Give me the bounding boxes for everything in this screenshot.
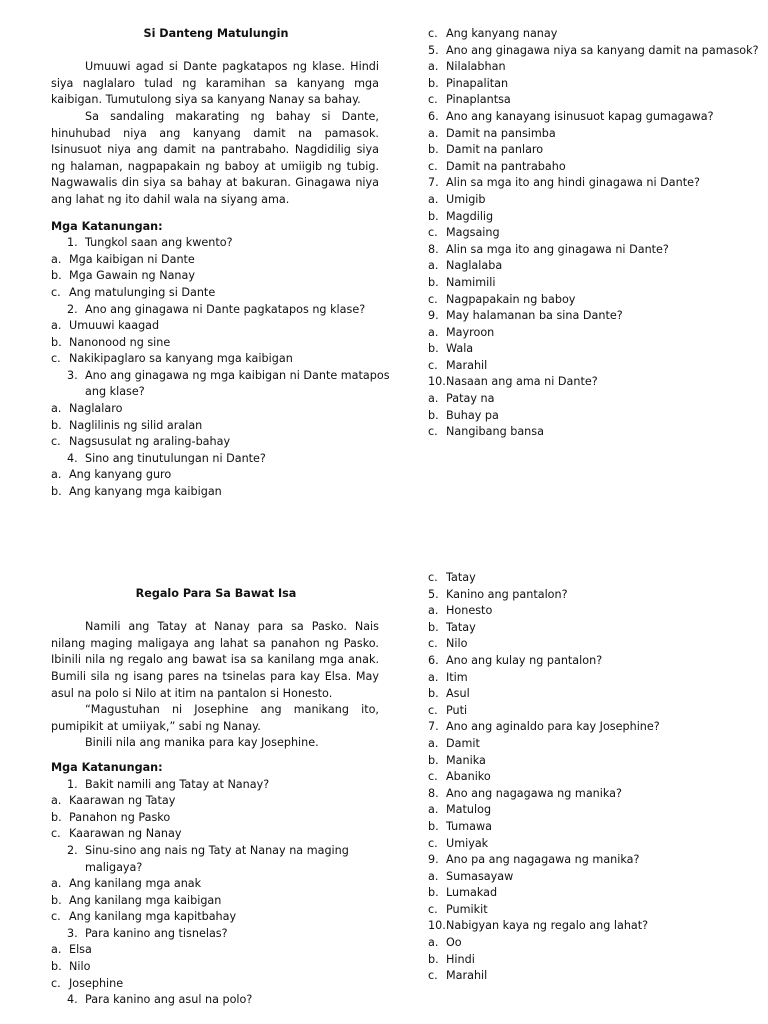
option-letter: b.	[428, 687, 439, 701]
answer-option	[428, 968, 748, 985]
answer-option	[428, 570, 748, 587]
question-number: 2.	[67, 302, 78, 316]
answer-option	[428, 819, 748, 836]
option-text: Marahil	[446, 358, 488, 372]
answer-option	[428, 769, 748, 786]
option-text: Lumakad	[446, 886, 498, 900]
question-text: Ano pa ang nagagawa ng manika?	[446, 853, 640, 867]
answer-option	[428, 325, 748, 342]
option-text: Damit na panlaro	[446, 143, 544, 157]
question-number: 9.	[428, 853, 439, 867]
option-text: Pumikit	[446, 902, 488, 916]
answer-option	[428, 92, 748, 109]
question-item	[51, 368, 390, 385]
answer-option	[428, 703, 748, 720]
question-item	[428, 374, 748, 391]
question-item	[51, 843, 383, 860]
option-letter: a.	[51, 402, 62, 416]
option-text: Hindi	[446, 952, 475, 966]
question-text: Ano ang ginagawa niya sa kanyang damit na pamasok?	[446, 43, 759, 57]
option-text: Nilalabhan	[446, 60, 506, 74]
question-number: 9.	[428, 309, 439, 323]
question-number: 4.	[67, 993, 78, 1007]
option-letter: c.	[428, 969, 438, 983]
option-letter: a.	[51, 319, 62, 333]
option-letter: c.	[51, 976, 61, 990]
answer-option	[51, 434, 383, 451]
option-text: Sumasayaw	[446, 869, 514, 883]
option-text: Ang kanyang guro	[69, 468, 172, 482]
option-text: Umuuwi kaagad	[69, 319, 160, 333]
option-text: maligaya?	[85, 860, 143, 874]
option-text: Wala	[446, 342, 474, 356]
option-text: Naglilinis ng silid aralan	[69, 418, 203, 432]
option-letter: c.	[428, 770, 438, 784]
option-letter: a.	[51, 877, 62, 891]
option-text: Honesto	[446, 604, 493, 618]
option-letter: b.	[51, 485, 62, 499]
option-text: Tatay	[446, 620, 476, 634]
answer-option	[428, 358, 748, 375]
question-text: Kanino ang pantalon?	[446, 587, 568, 601]
question-item	[428, 918, 748, 935]
question-text: Alin sa mga ito ang ginagawa ni Dante?	[446, 242, 669, 256]
option-text: Namimili	[446, 275, 496, 289]
answer-option	[428, 258, 748, 275]
question-text: Ano ang ginagawa ng mga kaibigan ni Dante matapos	[85, 368, 390, 382]
answer-option	[51, 335, 383, 352]
story2-right-question-list	[428, 570, 748, 985]
option-letter: b.	[428, 408, 439, 422]
option-letter: c.	[428, 292, 438, 306]
answer-option	[428, 736, 748, 753]
option-letter: b.	[51, 418, 62, 432]
question-item	[428, 786, 748, 803]
answer-option	[51, 793, 383, 810]
answer-option	[428, 686, 748, 703]
answer-option	[428, 885, 748, 902]
option-letter: a.	[51, 794, 62, 808]
option-letter: b.	[51, 810, 62, 824]
option-text: Oo	[446, 936, 462, 950]
option-letter: b.	[428, 952, 439, 966]
answer-option	[428, 275, 748, 292]
option-text: Tumawa	[446, 819, 492, 833]
question-text: Ano ang ginagawa ni Dante pagkatapos ng klase?	[85, 302, 366, 316]
option-text: Umigib	[446, 192, 486, 206]
answer-option	[428, 935, 748, 952]
answer-option	[51, 418, 383, 435]
question-number: 7.	[428, 176, 439, 190]
option-letter: b.	[428, 620, 439, 634]
answer-option	[51, 252, 383, 269]
option-text: Ang kanilang mga anak	[69, 877, 202, 891]
option-letter: a.	[428, 259, 439, 273]
option-text: Nilo	[446, 637, 468, 651]
option-text: Nangibang bansa	[446, 425, 544, 439]
question-item	[428, 242, 748, 259]
option-letter: c.	[51, 352, 61, 366]
option-text: Nagpapakain ng baboy	[446, 292, 576, 306]
option-text: Matulog	[446, 803, 492, 817]
question-text: Nasaan ang ama ni Dante?	[446, 375, 598, 389]
option-letter: b.	[428, 209, 439, 223]
option-letter: b.	[428, 275, 439, 289]
question-item	[428, 653, 748, 670]
option-letter: c.	[428, 358, 438, 372]
question-text: Ano ang nagagawa ng manika?	[446, 786, 622, 800]
option-text: Ang kanilang mga kapitbahay	[69, 910, 237, 924]
answer-option	[428, 341, 748, 358]
option-letter: a.	[51, 468, 62, 482]
option-text: Damit	[446, 736, 480, 750]
question-item	[51, 451, 383, 468]
answer-option	[428, 869, 748, 886]
option-text: Damit na pansimba	[446, 126, 556, 140]
answer-option	[51, 876, 383, 893]
question-number: 10.	[428, 919, 446, 933]
story2-paragraph-1: Namili ang Tatay at Nanay para sa Pasko. Nais nilang maging maligaya ang lahat sa panahon ng Pasko. Ibinili nila ng regalo ang bawat isa sa kanilang mga anak. Bumili sila ng isang pares na tsinelas para kay Elsa. May asul na polo si Nilo at itim na pantalon si Honesto.	[51, 620, 379, 700]
answer-option	[428, 603, 748, 620]
question-text: Bakit namili ang Tatay at Nanay?	[85, 777, 270, 791]
question-number: 6.	[428, 653, 439, 667]
option-letter: c.	[51, 910, 61, 924]
answer-option	[428, 59, 748, 76]
question-continuation	[51, 860, 383, 877]
answer-option	[428, 126, 748, 143]
option-text: Elsa	[69, 943, 92, 957]
option-letter: c.	[428, 836, 438, 850]
answer-option	[51, 351, 383, 368]
story1-title: Si Danteng Matulungin	[143, 27, 289, 40]
answer-option	[428, 142, 748, 159]
option-letter: a.	[428, 736, 439, 750]
question-item	[51, 777, 383, 794]
answer-option	[51, 959, 383, 976]
option-letter: c.	[51, 435, 61, 449]
option-letter: a.	[428, 192, 439, 206]
option-text: Nanonood ng sine	[69, 335, 171, 349]
option-letter: b.	[51, 893, 62, 907]
question-text: Ano ang kulay ng pantalon?	[446, 653, 603, 667]
question-text: Sino ang tinutulungan ni Dante?	[85, 451, 266, 465]
story2-right-column	[428, 570, 748, 985]
option-letter: b.	[428, 819, 439, 833]
option-text: Magsaing	[446, 226, 500, 240]
answer-option	[428, 292, 748, 309]
question-number: 10.	[428, 375, 446, 389]
story2-paragraph-3: Binili nila ang manika para kay Josephine.	[85, 736, 319, 750]
question-item	[428, 308, 748, 325]
option-text: Pinapalitan	[446, 76, 509, 90]
option-text: Asul	[446, 687, 470, 701]
question-text: Sinu-sino ang nais ng Taty at Nanay na maging	[85, 843, 349, 857]
question-text: Tungkol saan ang kwento?	[85, 236, 233, 250]
answer-option	[428, 952, 748, 969]
option-text: ang klase?	[85, 385, 145, 399]
answer-option	[428, 670, 748, 687]
answer-option	[428, 836, 748, 853]
option-text: Abaniko	[446, 770, 491, 784]
story2-title: Regalo Para Sa Bawat Isa	[135, 587, 297, 600]
option-letter: b.	[51, 335, 62, 349]
option-text: Itim	[446, 670, 468, 684]
question-number: 6.	[428, 109, 439, 123]
option-letter: a.	[428, 604, 439, 618]
story2-left-column	[51, 586, 383, 1009]
answer-option	[51, 826, 383, 843]
question-number: 1.	[67, 236, 78, 250]
option-letter: a.	[428, 126, 439, 140]
option-letter: c.	[51, 285, 61, 299]
question-continuation	[51, 384, 383, 401]
answer-option	[51, 893, 383, 910]
option-text: Ang kanilang mga kaibigan	[69, 893, 222, 907]
option-letter: a.	[428, 60, 439, 74]
option-text: Pinaplantsa	[446, 93, 511, 107]
answer-option	[428, 902, 748, 919]
option-letter: b.	[51, 269, 62, 283]
option-letter: c.	[428, 902, 438, 916]
answer-option	[428, 391, 748, 408]
story2-questions-heading: Mga Katanungan:	[51, 760, 163, 774]
option-letter: b.	[428, 76, 439, 90]
option-letter: c.	[428, 703, 438, 717]
option-text: Naglalaba	[446, 259, 503, 273]
option-letter: a.	[51, 943, 62, 957]
option-text: Nilo	[69, 960, 91, 974]
answer-option	[51, 318, 383, 335]
answer-option	[428, 159, 748, 176]
answer-option	[51, 942, 383, 959]
story1-left-column	[51, 26, 390, 501]
option-letter: a.	[428, 392, 439, 406]
question-number: 3.	[67, 368, 78, 382]
question-item	[428, 175, 748, 192]
answer-option	[428, 636, 748, 653]
answer-option	[51, 909, 383, 926]
option-letter: a.	[51, 252, 62, 266]
question-text: Para kanino ang tisnelas?	[85, 926, 228, 940]
story1-paragraph-2: Sa sandaling makarating ng bahay si Dante, hinuhubad niya ang kanyang damit na pamasok. Isinusuot niya ang damit na pantrabaho. Nagdidilig siya ng halaman, nagpapakain ng baboy at umiigib ng tubig. Nagwawalis din siya sa bahay at bakuran. Ginagawa niya ang lahat ng ito dahil wala na siyang ama.	[51, 109, 379, 206]
question-item	[428, 43, 759, 60]
question-item	[51, 235, 383, 252]
answer-option	[428, 753, 748, 770]
question-number: 5.	[428, 43, 439, 57]
answer-option	[428, 225, 748, 242]
option-text: Nagsusulat ng araling-bahay	[69, 435, 231, 449]
story1-paragraph-1: Umuuwi agad si Dante pagkatapos ng klase. Hindi siya naglalaro tulad ng karamihan sa kanyang mga kaibigan. Tumutulong siya sa kanyang Nanay sa bahay.	[51, 60, 379, 107]
option-letter: a.	[428, 869, 439, 883]
answer-option	[428, 802, 748, 819]
question-number: 7.	[428, 720, 439, 734]
question-number: 3.	[67, 926, 78, 940]
option-text: Puti	[446, 703, 468, 717]
option-letter: c.	[428, 27, 438, 40]
answer-option	[428, 26, 748, 43]
option-text: Kaarawan ng Tatay	[69, 794, 176, 808]
question-text: Alin sa mga ito ang hindi ginagawa ni Dante?	[446, 176, 700, 190]
option-letter: a.	[428, 936, 439, 950]
answer-option	[51, 285, 383, 302]
answer-option	[428, 408, 748, 425]
option-text: Damit na pantrabaho	[446, 159, 566, 173]
question-number: 8.	[428, 786, 439, 800]
option-text: Naglalaro	[69, 402, 123, 416]
option-text: Mga kaibigan ni Dante	[69, 252, 195, 266]
option-text: Ang kanyang nanay	[446, 27, 558, 40]
story1-right-question-list	[428, 26, 759, 441]
question-text: Para kanino ang asul na polo?	[85, 993, 253, 1007]
option-letter: b.	[428, 143, 439, 157]
answer-option	[428, 209, 748, 226]
question-number: 8.	[428, 242, 439, 256]
story2-left-question-list	[51, 777, 383, 1009]
option-letter: b.	[51, 960, 62, 974]
option-text: Josephine	[69, 976, 124, 990]
story1-questions-heading: Mga Katanungan:	[51, 219, 163, 233]
question-text: Ano ang aginaldo para kay Josephine?	[446, 720, 660, 734]
answer-option	[51, 401, 383, 418]
question-text: May halamanan ba sina Dante?	[446, 309, 623, 323]
answer-option	[51, 810, 383, 827]
option-text: Marahil	[446, 969, 488, 983]
option-text: Nakikipaglaro sa kanyang mga kaibigan	[69, 352, 293, 366]
question-item	[428, 587, 748, 604]
option-letter: a.	[428, 325, 439, 339]
option-letter: c.	[428, 571, 438, 584]
answer-option	[51, 484, 383, 501]
option-text: Patay na	[446, 392, 495, 406]
option-text: Mga Gawain ng Nanay	[69, 269, 195, 283]
option-letter: c.	[428, 226, 438, 240]
question-number: 1.	[67, 777, 78, 791]
option-text: Buhay pa	[446, 408, 499, 422]
question-item	[428, 719, 748, 736]
story1-right-column	[428, 26, 759, 441]
question-number: 2.	[67, 843, 78, 857]
option-text: Ang matulunging si Dante	[69, 285, 216, 299]
option-text: Ang kanyang mga kaibigan	[69, 485, 222, 499]
option-letter: b.	[428, 886, 439, 900]
option-letter: a.	[428, 803, 439, 817]
option-letter: c.	[428, 425, 438, 439]
question-item	[51, 302, 383, 319]
answer-option	[51, 268, 383, 285]
answer-option	[51, 467, 383, 484]
option-text: Manika	[446, 753, 486, 767]
option-letter: c.	[428, 637, 438, 651]
option-letter: c.	[428, 93, 438, 107]
question-text: Ano ang kanayang isinusuot kapag gumagawa?	[446, 109, 714, 123]
option-letter: b.	[428, 342, 439, 356]
option-letter: b.	[428, 753, 439, 767]
option-letter: a.	[428, 670, 439, 684]
question-number: 4.	[67, 451, 78, 465]
story2-paragraph-2: “Magustuhan ni Josephine ang manikang ito, pumipikit at umiiyak,” sabi ng Nanay.	[51, 703, 379, 733]
answer-option	[428, 620, 748, 637]
answer-option	[51, 976, 383, 993]
option-letter: c.	[51, 827, 61, 841]
option-text: Mayroon	[446, 325, 495, 339]
answer-option	[428, 76, 748, 93]
answer-option	[428, 424, 748, 441]
option-text: Panahon ng Pasko	[69, 810, 171, 824]
question-item	[428, 852, 748, 869]
option-text: Kaarawan ng Nanay	[69, 827, 182, 841]
question-item	[428, 109, 748, 126]
answer-option	[428, 192, 748, 209]
story1-left-question-list	[51, 235, 390, 501]
question-item	[51, 926, 383, 943]
question-number: 5.	[428, 587, 439, 601]
option-letter: c.	[428, 159, 438, 173]
question-text: Nabigyan kaya ng regalo ang lahat?	[446, 919, 649, 933]
question-item	[51, 992, 383, 1009]
option-text: Magdilig	[446, 209, 494, 223]
option-text: Umiyak	[446, 836, 489, 850]
option-text: Tatay	[446, 571, 476, 584]
